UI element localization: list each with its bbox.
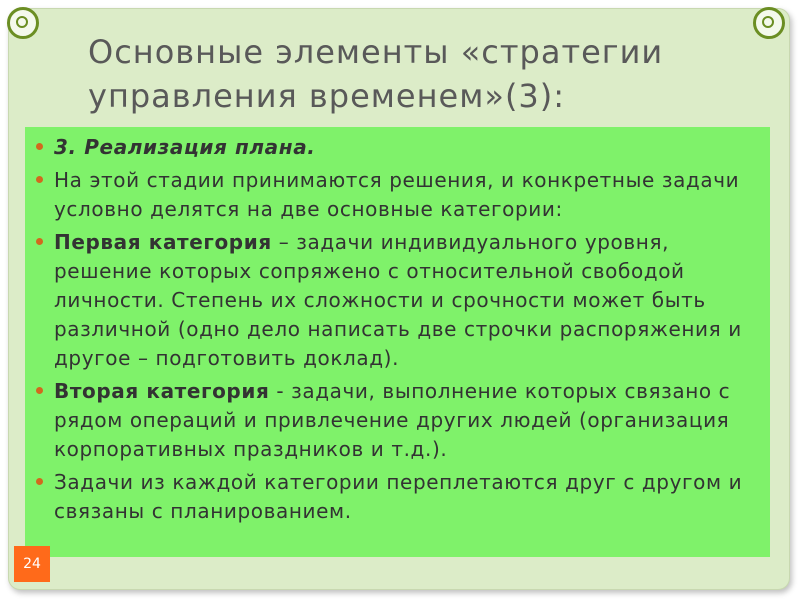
list-item [36,228,766,373]
bullet-heading: Вторая категория [54,379,270,403]
bullet-text: - задачи, выполнение которых связано с рядом операций и привлечение других людей (организация корпоративных праздников и т.д.). [54,379,731,461]
list-item [36,468,766,526]
bullet-heading: 3. Реализация плана. [54,135,316,159]
slide-title: Основные элементы «стратегии управления временем»(3): [88,33,664,115]
bullet-text: – задачи индивидуального уровня, решение которых сопряжено с относительной свободой личности. Степень их сложности и срочности может быть различной (одно дело написать две строчки распоряжения и другое – подготовить доклад). [54,230,742,370]
slide-number-badge: 24 [14,546,50,582]
bullet-icon [36,143,43,150]
bullet-text: Задачи из каждой категории переплетаются друг с другом и связаны с планированием. [54,470,743,523]
bullet-icon [36,176,43,183]
bullet-list [36,133,766,530]
bullet-heading: Первая категория [54,230,272,254]
list-item [36,166,766,224]
bullet-text: На этой стадии принимаются решения, и конкретные задачи условно делятся на две основные категории: [54,168,740,221]
list-item [36,377,766,464]
bullet-icon [36,478,43,485]
list-item [36,133,766,162]
corner-ornament-icon [7,7,39,39]
bullet-icon [36,387,43,394]
bullet-icon [36,238,43,245]
